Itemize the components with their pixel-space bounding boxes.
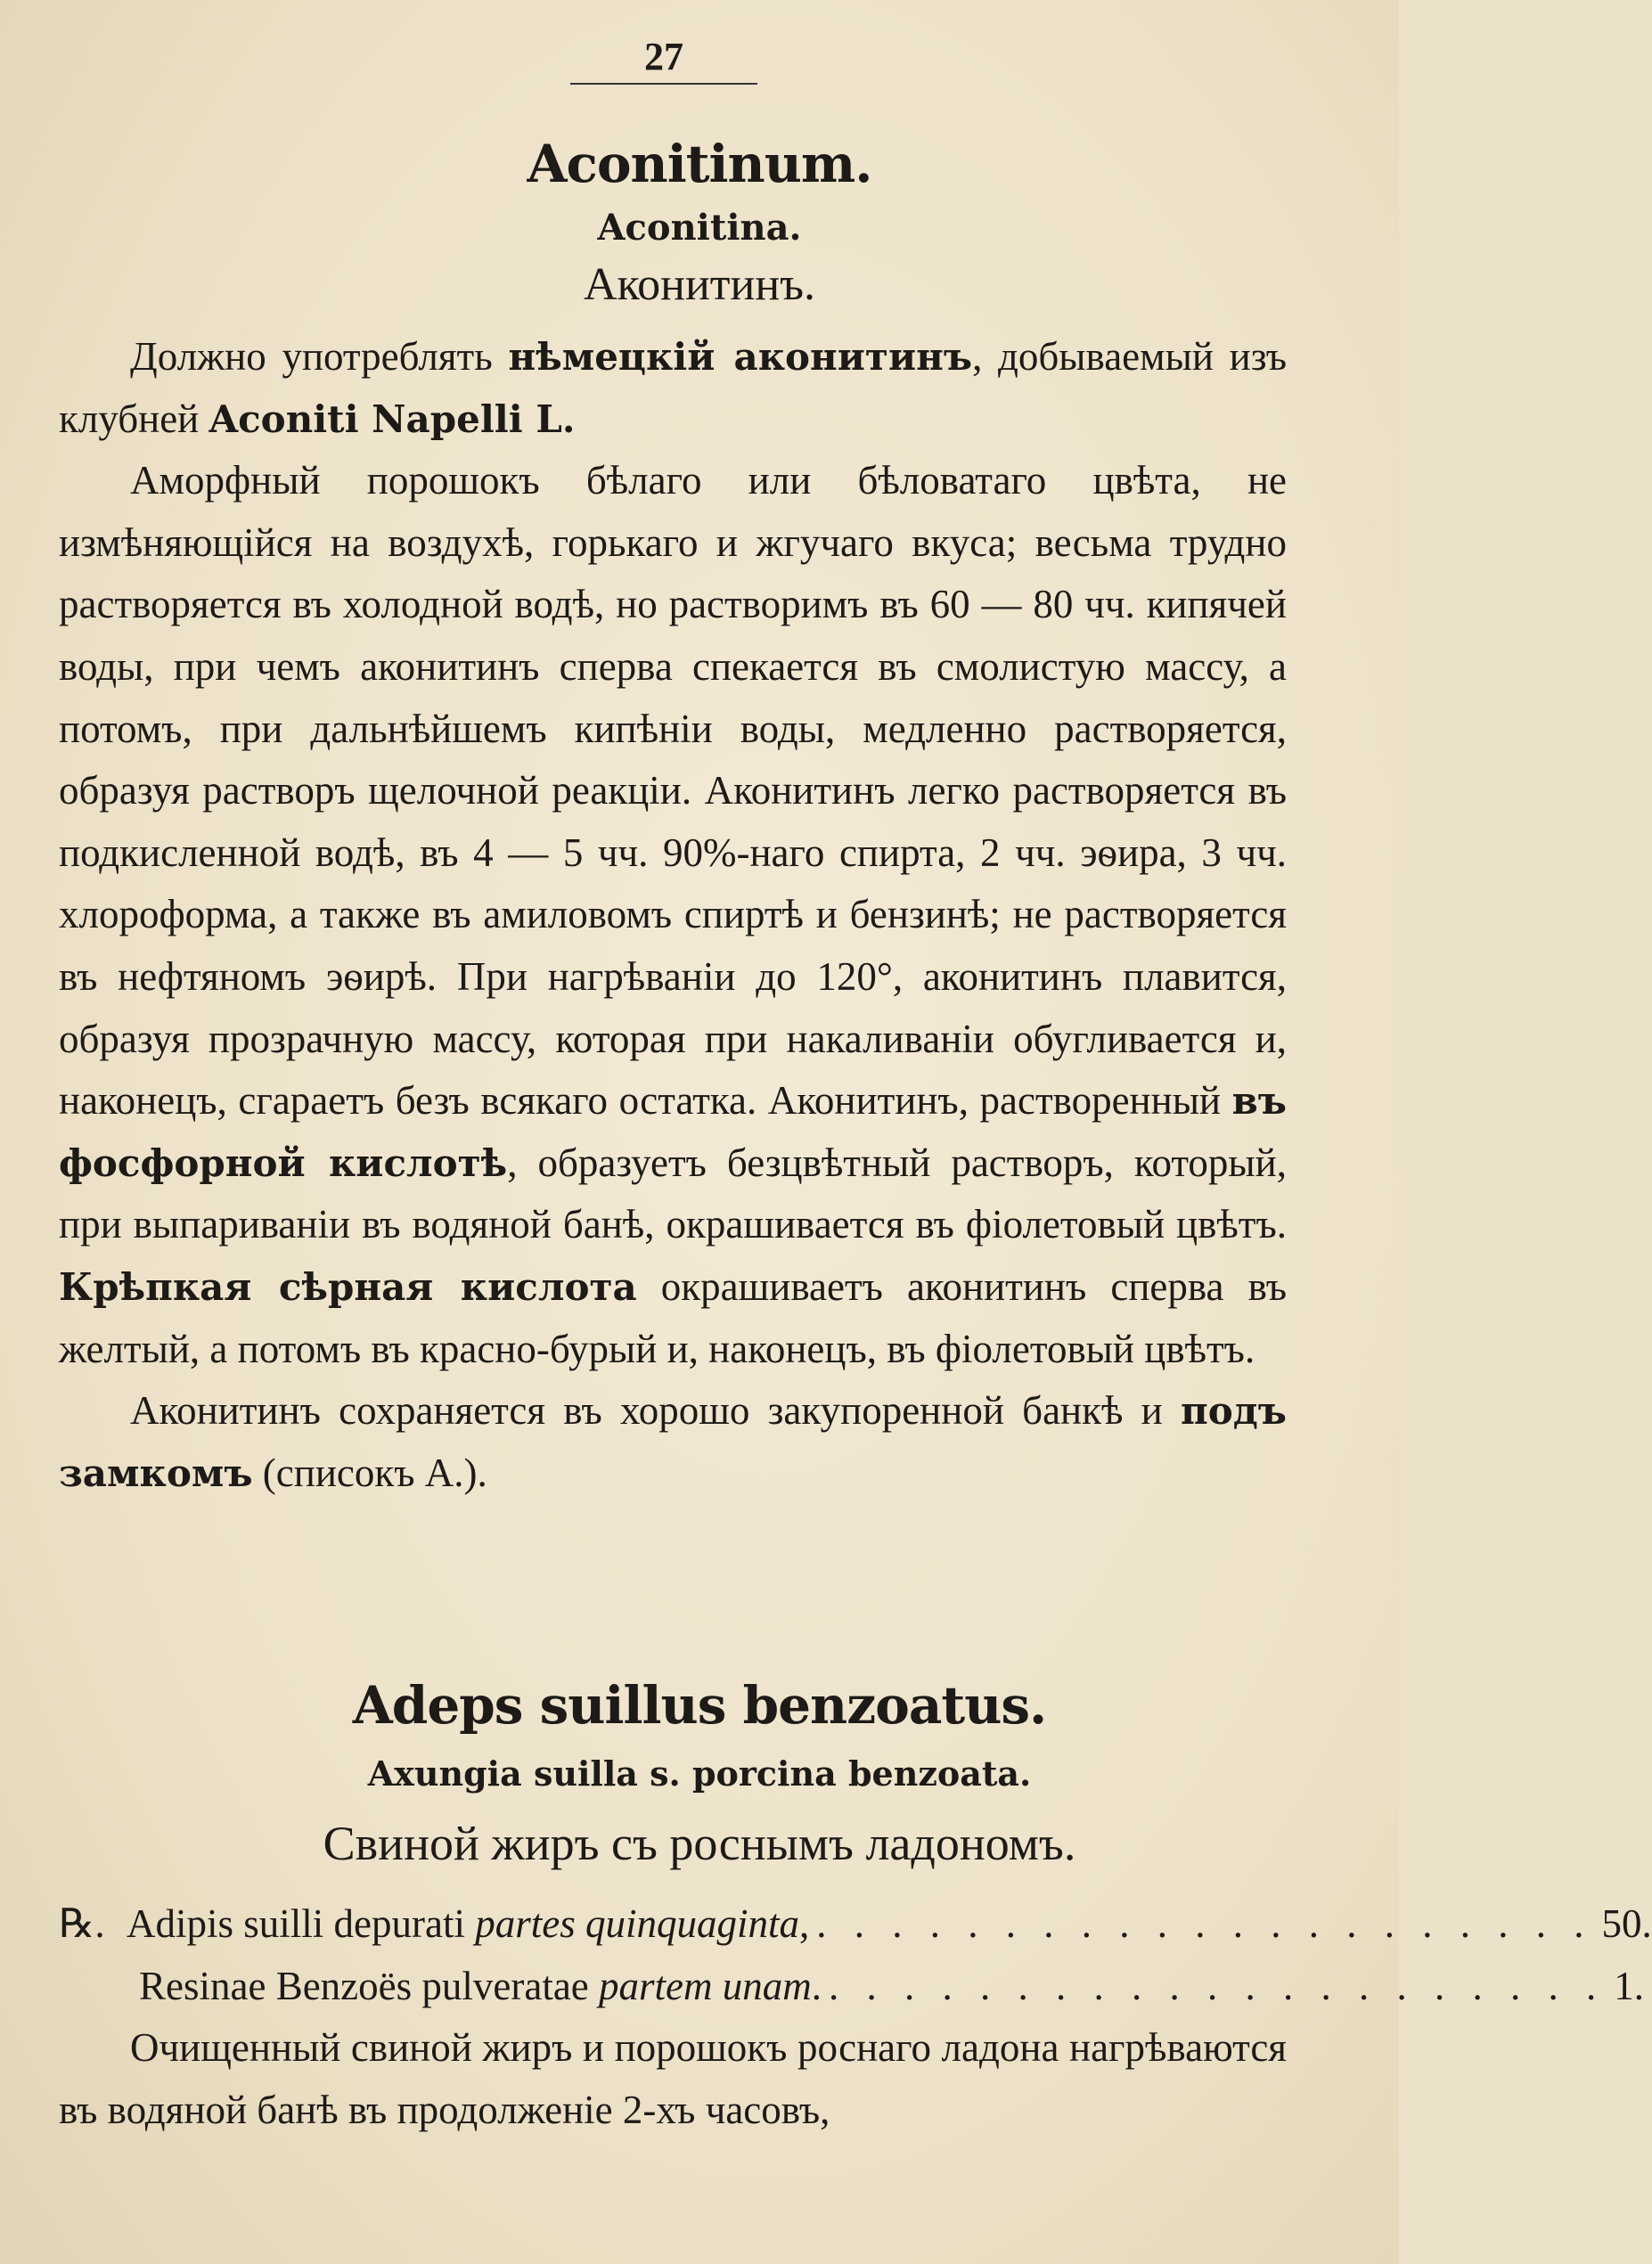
leader-dots: . . . . . . . . . . . . . . . . . . . . . [829,1964,1606,2008]
recipe [59,1892,1652,2017]
section-title-russian: Аконитинъ. [583,259,816,310]
recipe-line: Resinae Benzoës pulveratae partem unam. . . . . . . . . . . . . . . . . . . . . . 1. [59,1955,1287,2017]
page-number: 27 [570,34,757,85]
section-title-russian: Свиной жиръ съ роснымъ ладономъ. [323,1817,1076,1870]
section-title-latin: Aconitinum. [527,134,872,194]
section-body [59,2017,1287,2141]
paragraph: Очищенный свиной жиръ и порошокъ роснаго ладона нагрѣваются въ водяной банѣ въ продолженіе 2-хъ часовъ, [59,2025,1287,2132]
paragraph: Аморфный порошокъ бѣлаго или бѣловатаго цвѣта, не измѣняющійся на воздухѣ, горькаго и жгучаго вкуса; весьма трудно растворяется въ холодной водѣ, но растворимъ въ 60 — 80 чч. кипячей воды, при чемъ аконитинъ сперва спекается въ смолистую массу, а потомъ, при дальнѣйшемъ кипѣніи воды, медленно растворяется, образуя растворъ щелочной реакціи. Аконитинъ легко растворяется въ подкисленной водѣ, въ 4 — 5 чч. 90%-наго спирта, 2 чч. эѳира, 3 чч. хлороформа, а также въ амиловомъ спиртѣ и бензинѣ; не растворяется въ нефтяномъ эѳирѣ. При нагрѣваніи до 120°, аконитинъ плавится, образуя прозрачную массу, которая при накаливаніи обугливается и, наконецъ, сгараетъ безъ всякаго остатка. Аконитинъ, растворенный въ фосфорной кислотѣ, образуетъ безцвѣтный растворъ, который, при выпариваніи въ водяной банѣ, окрашивается въ фіолетовый цвѣтъ. Крѣпкая сѣрная кислота окрашиваетъ аконитинъ сперва въ желтый, а потомъ въ красно-бурый и, наконецъ, въ фіолетовый цвѣтъ. [59,458,1287,1371]
leader-dots: . . . . . . . . . . . . . . . . . . . . . [816,1901,1593,1946]
section-body [59,326,1287,1504]
paragraph: Аконитинъ сохраняется въ хорошо закупоренной банкѣ и подъ замкомъ (списокъ А.). [59,1388,1287,1495]
paragraph: Должно употреблять нѣмецкій аконитинъ, добываемый изъ клубней Aconiti Napelli L. [59,334,1288,441]
recipe-line: ℞. Adipis suilli depurati partes quinquaginta, . . . . . . . . . . . . . . . . . . . . . 50. [59,1892,1287,1955]
section-title-latin: Adeps suillus benzoatus. [352,1675,1047,1736]
section-subtitle-latin: Aconitina. [597,207,802,249]
section-subtitle-latin: Axungia suilla s. porcina benzoata. [367,1753,1032,1794]
